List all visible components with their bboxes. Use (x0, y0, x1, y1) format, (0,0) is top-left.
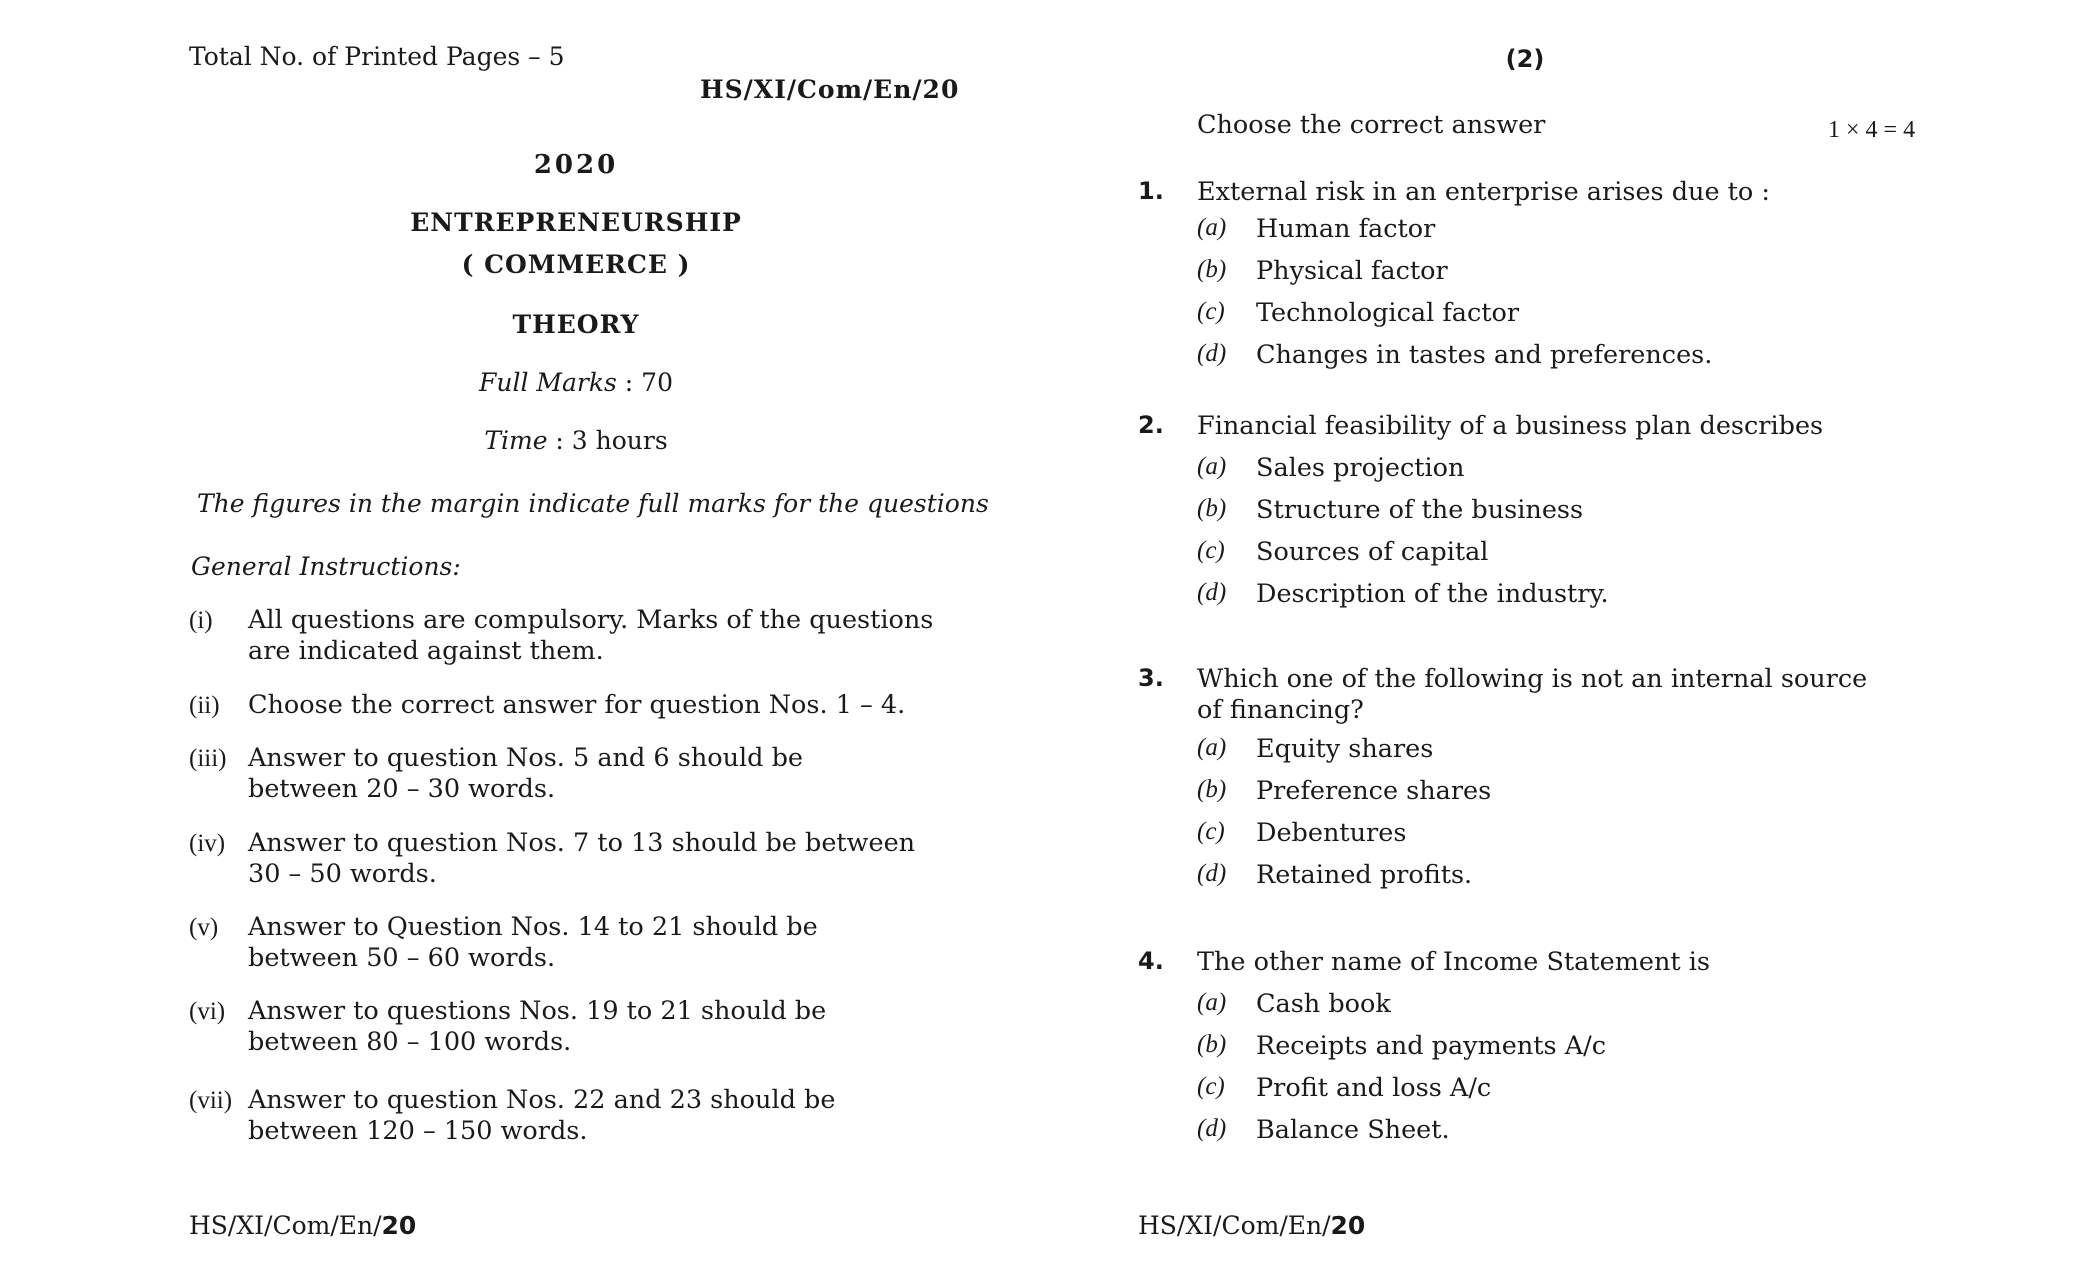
right-footer (1138, 1211, 1365, 1240)
question-text: External risk in an enterprise arises due to : (1197, 177, 1770, 207)
footer-year: 20 (381, 1211, 417, 1240)
option-text: Cash book (1256, 989, 1391, 1019)
paper-code: HS/XI/Com/En/20 (700, 75, 960, 104)
option-text: Changes in tastes and preferences. (1256, 340, 1713, 370)
option-label: (a) (1197, 989, 1227, 1016)
question-number: 2. (1138, 411, 1164, 439)
option-label: (a) (1197, 453, 1227, 480)
instruction-number: (vi) (189, 998, 226, 1025)
instruction-number: (iv) (189, 830, 226, 857)
question-3 (1138, 664, 1898, 894)
option-text: Technological factor (1256, 298, 1520, 328)
paper-type: THEORY (512, 310, 640, 339)
exam-time (376, 426, 776, 455)
time-label: Time (484, 426, 548, 455)
option-label: (a) (1197, 734, 1227, 761)
full-marks-value: : 70 (616, 368, 673, 397)
option-text: Description of the industry. (1256, 579, 1609, 609)
instruction-text: Answer to question Nos. 22 and 23 should be between 120 – 150 words. (248, 1085, 836, 1146)
instruction-number: (iii) (189, 745, 227, 772)
option-label: (b) (1197, 495, 1227, 522)
printed-pages-note: Total No. of Printed Pages – 5 (189, 42, 565, 71)
footer-code: HS/XI/Com/En/ (1138, 1211, 1331, 1240)
instruction-item (189, 605, 969, 669)
instruction-number: (ii) (189, 692, 220, 719)
instruction-item (189, 912, 919, 976)
option-text: Equity shares (1256, 734, 1434, 764)
question-1 (1138, 177, 1898, 377)
option-text: Physical factor (1256, 256, 1448, 286)
instruction-item (189, 828, 919, 892)
instruction-text: Answer to question Nos. 5 and 6 should be between 20 – 30 words. (248, 743, 804, 804)
instruction-text: All questions are compulsory. Marks of the questions are indicated against them. (248, 605, 934, 666)
option-label: (b) (1197, 1031, 1227, 1058)
option-text: Balance Sheet. (1256, 1115, 1450, 1145)
option-label: (d) (1197, 579, 1227, 606)
option-label: (a) (1197, 214, 1227, 241)
instruction-item (189, 1085, 919, 1149)
option-text: Preference shares (1256, 776, 1492, 806)
footer-code: HS/XI/Com/En/ (189, 1211, 382, 1240)
section-marks: 1 × 4 = 4 (1828, 117, 1916, 143)
time-value: : 3 hours (547, 426, 668, 455)
option-text: Debentures (1256, 818, 1407, 848)
exam-year: 2020 (533, 150, 619, 180)
question-number: 4. (1138, 947, 1164, 975)
instructions-heading: General Instructions: (191, 552, 461, 581)
option-text: Profit and loss A/c (1256, 1073, 1492, 1103)
instruction-text: Choose the correct answer for question Nos. 1 – 4. (248, 690, 906, 720)
instruction-item (189, 743, 919, 807)
option-label: (d) (1197, 1115, 1227, 1142)
question-number: 3. (1138, 664, 1164, 692)
option-label: (c) (1197, 537, 1225, 564)
instruction-item (189, 690, 969, 724)
instruction-number: (i) (189, 607, 213, 634)
option-label: (b) (1197, 776, 1227, 803)
option-text: Retained profits. (1256, 860, 1473, 890)
full-marks-label: Full Marks (479, 368, 617, 397)
option-text: Human factor (1256, 214, 1436, 244)
full-marks (376, 368, 776, 397)
option-label: (c) (1197, 298, 1225, 325)
question-2 (1138, 411, 1898, 611)
footer-year: 20 (1330, 1211, 1366, 1240)
instruction-item (189, 996, 919, 1060)
instruction-number: (v) (189, 914, 219, 941)
figures-note: The figures in the margin indicate full marks for the questions (197, 489, 989, 518)
section-instruction: Choose the correct answer (1197, 110, 1546, 140)
question-number: 1. (1138, 177, 1164, 205)
question-text: The other name of Income Statement is (1197, 947, 1710, 977)
option-label: (b) (1197, 256, 1227, 283)
instruction-text: Answer to question Nos. 7 to 13 should be between 30 – 50 words. (248, 828, 916, 889)
instruction-text: Answer to Question Nos. 14 to 21 should be between 50 – 60 words. (248, 912, 818, 973)
instruction-text: Answer to questions Nos. 19 to 21 should be between 80 – 100 words. (248, 996, 827, 1057)
option-text: Sales projection (1256, 453, 1465, 483)
stream-title: ( COMMERCE ) (461, 250, 691, 279)
instruction-number: (vii) (189, 1087, 233, 1114)
question-text: Financial feasibility of a business plan describes (1197, 411, 1824, 441)
option-label: (d) (1197, 340, 1227, 367)
page-number: (2) (1505, 45, 1545, 73)
question-4 (1138, 947, 1898, 1147)
left-footer (189, 1211, 416, 1240)
subject-title: ENTREPRENEURSHIP (410, 208, 742, 237)
option-label: (c) (1197, 818, 1225, 845)
option-text: Structure of the business (1256, 495, 1584, 525)
option-label: (d) (1197, 860, 1227, 887)
option-text: Sources of capital (1256, 537, 1489, 567)
option-label: (c) (1197, 1073, 1225, 1100)
question-text: Which one of the following is not an internal source of financing? (1197, 664, 1868, 725)
option-text: Receipts and payments A/c (1256, 1031, 1606, 1061)
